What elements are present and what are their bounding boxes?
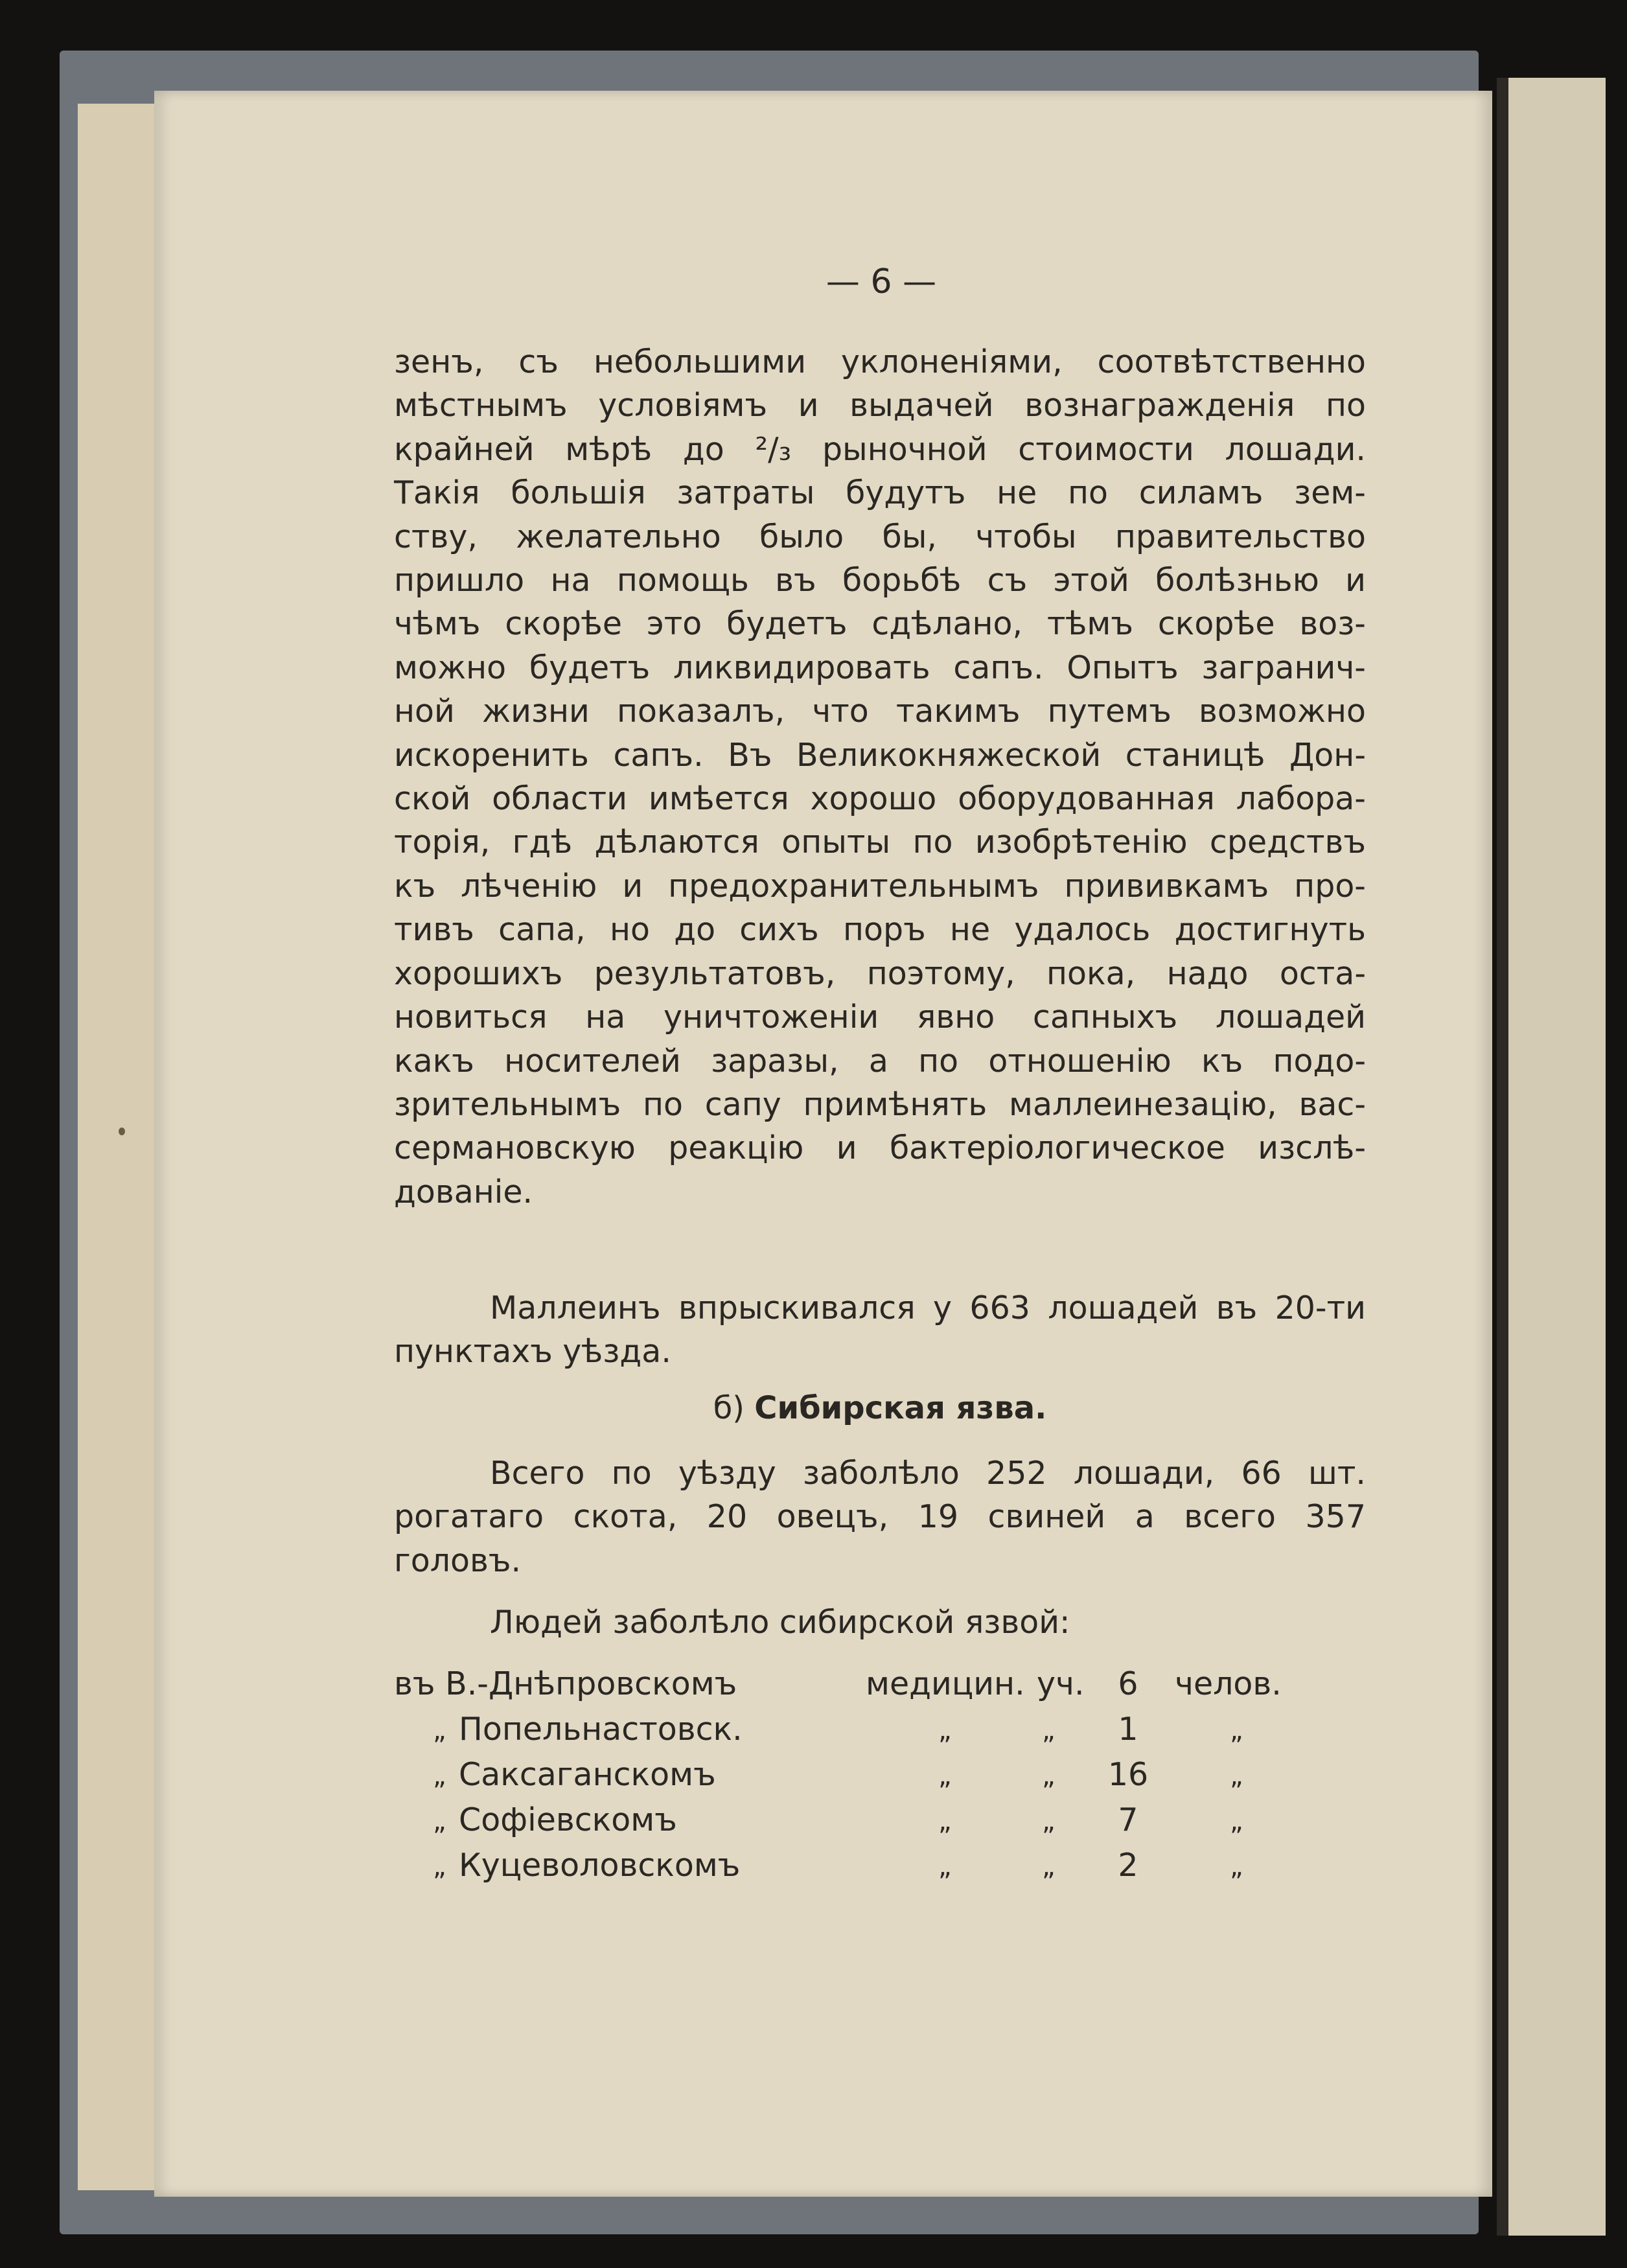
ditto-mark: „	[1230, 1852, 1243, 1882]
text-line: ству, желательно было бы, чтобы правительство	[394, 518, 1366, 555]
ditto-mark: „	[1042, 1761, 1056, 1791]
table-row	[394, 1756, 1366, 1801]
text-line: чѣмъ скорѣе это будетъ сдѣлано, тѣмъ скорѣе воз-	[394, 605, 1366, 643]
text-line: искоренить сапъ. Въ Великокняжеской станицѣ Дон-	[394, 736, 1366, 774]
ditto-mark: „	[433, 1807, 446, 1836]
text-line: мѣстнымъ условіямъ и выдачей вознагражденія по	[394, 387, 1366, 424]
ditto-mark: „	[1230, 1761, 1243, 1791]
section-marker: б)	[713, 1390, 745, 1426]
text-line: хорошихъ результатовъ, поэтому, пока, надо оста-	[394, 955, 1366, 992]
place-cell: въ В.-Днѣпровскомъ	[394, 1665, 737, 1702]
paragraph-people-ill: Людей заболѣло сибирской язвой:	[490, 1604, 1070, 1641]
place-cell: Куцеволовскомъ	[459, 1847, 741, 1884]
text-line: зенъ, съ небольшими уклоненіями, соотвѣтственно	[394, 343, 1366, 380]
text-line: Такія большія затраты будутъ не по силамъ зем-	[394, 474, 1366, 512]
ditto-mark: „	[938, 1761, 952, 1791]
place-cell: Софіевскомъ	[459, 1801, 677, 1838]
text-line: Всего по уѣзду заболѣло 252 лошади, 66 шт.	[490, 1455, 1366, 1492]
paragrap-mallein	[394, 1286, 1366, 1374]
text-line: рогатаго скота, 20 овецъ, 19 свиней а всего 357	[394, 1498, 1366, 1536]
ditto-mark: „	[1042, 1852, 1056, 1882]
text-line: тивъ сапа, но до сихъ поръ не удалось достигнуть	[394, 911, 1366, 949]
table-row	[394, 1847, 1366, 1892]
text-line: пришло на помощь въ борьбѣ съ этой болѣзнью и	[394, 562, 1366, 599]
count-cell: 2	[1118, 1847, 1138, 1884]
text-line: сермановскую реакцію и бактеріологическое изслѣ-	[394, 1129, 1366, 1167]
count-cell: 6	[1118, 1665, 1138, 1702]
table-row	[394, 1711, 1366, 1756]
place-cell: Попельнастовск.	[459, 1711, 743, 1748]
ditto-mark: „	[1042, 1716, 1056, 1746]
paragraph-glanders-measures	[394, 340, 1366, 1214]
count-cell: 7	[1118, 1801, 1138, 1838]
unit-cell: челов.	[1175, 1665, 1282, 1702]
text-line: зрительнымъ по сапу примѣнять маллеинезацію, вас-	[394, 1085, 1366, 1123]
text-line: головъ.	[394, 1542, 522, 1579]
text-line: новиться на уничтоженіи явно сапныхъ лошадей	[394, 999, 1366, 1036]
ditto-mark: „	[938, 1716, 952, 1746]
text-line: Маллеинъ впрыскивался у 663 лошадей въ 20-ти	[490, 1290, 1366, 1326]
ditto-mark: „	[433, 1716, 446, 1746]
ditto-mark: „	[1042, 1807, 1056, 1836]
next-page-edge	[1497, 78, 1606, 2236]
page-edge	[78, 104, 162, 2190]
text-line: торія, гдѣ дѣлаются опыты по изобрѣтенію средствъ	[394, 824, 1366, 861]
table-row	[394, 1665, 1366, 1711]
count-cell: 1	[1118, 1711, 1138, 1748]
text-line: дованіе.	[394, 1173, 533, 1210]
section-heading	[394, 1390, 1366, 1426]
ditto-mark: „	[938, 1852, 952, 1882]
page-number: — 6 —	[825, 262, 937, 301]
text-line: какъ носителей заразы, а по отношенію къ подо-	[394, 1042, 1366, 1080]
text-line: ной жизни показалъ, что такимъ путемъ возможно	[394, 693, 1366, 730]
anthrax-cases-table	[394, 1665, 1366, 1892]
text-line: ской области имѣется хорошо оборудованная лабора-	[394, 780, 1366, 818]
medicin-cell: медицин.	[866, 1665, 1025, 1702]
ditto-mark: „	[1230, 1716, 1243, 1746]
uch-cell: уч.	[1037, 1665, 1085, 1702]
place-cell: Саксаганскомъ	[459, 1756, 716, 1793]
count-cell: 16	[1107, 1756, 1149, 1793]
table-row	[394, 1801, 1366, 1847]
section-title: Сибирская язва.	[754, 1390, 1047, 1426]
ditto-mark: „	[1230, 1807, 1243, 1836]
ditto-mark: „	[938, 1807, 952, 1836]
paragraph-anthrax-totals	[394, 1452, 1366, 1582]
text-line: къ лѣченію и предохранительнымъ прививкамъ про-	[394, 867, 1366, 905]
text-line: пунктахъ уѣзда.	[394, 1333, 671, 1371]
text-line: можно будетъ ликвидировать сапъ. Опытъ загранич-	[394, 649, 1366, 686]
paper-speck	[119, 1128, 125, 1135]
ditto-mark: „	[433, 1852, 446, 1882]
ditto-mark: „	[433, 1761, 446, 1791]
text-line: крайней мѣрѣ до ²/₃ рыночной стоимости лошади.	[394, 430, 1366, 468]
